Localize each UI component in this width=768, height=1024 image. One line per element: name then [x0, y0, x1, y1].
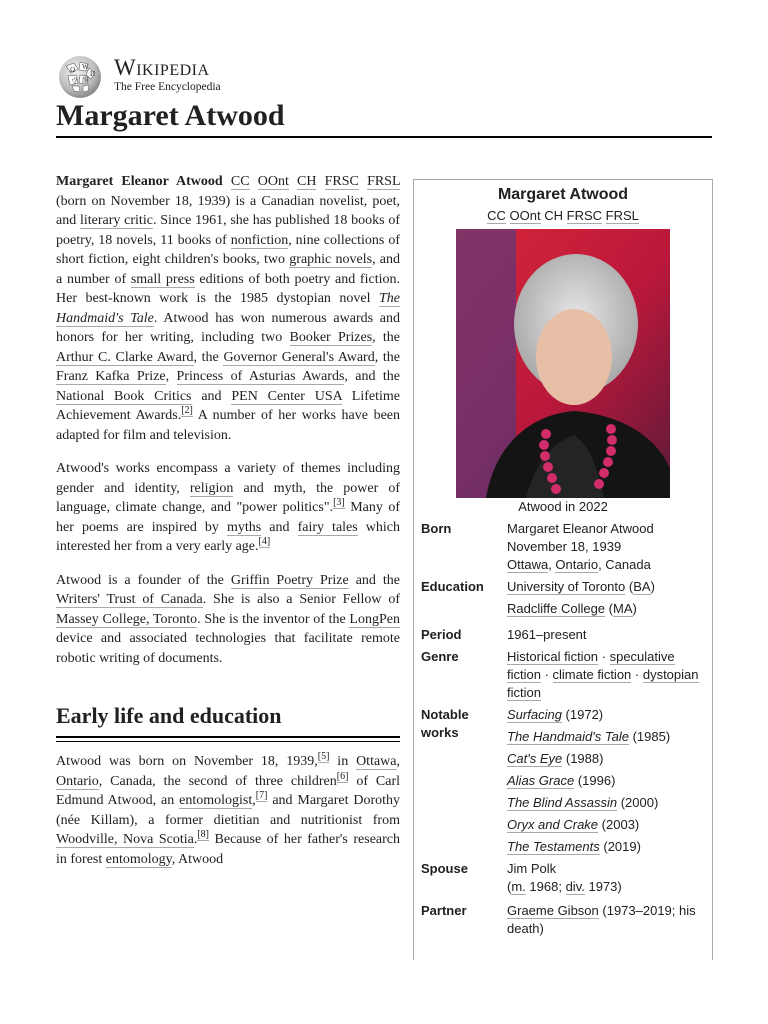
link-small-press[interactable]: small press: [130, 271, 195, 287]
link-dystopian-fiction[interactable]: dystopian fiction: [507, 667, 699, 700]
link-ottawa[interactable]: Ottawa: [356, 754, 397, 769]
link-governor-general-award[interactable]: Governor General's Award: [223, 349, 375, 365]
link-speculative-fiction[interactable]: speculative fiction: [507, 649, 675, 682]
link-radcliffe[interactable]: Radcliffe College: [507, 601, 606, 616]
citation[interactable]: [4]: [258, 536, 271, 548]
wikipedia-globe-logo[interactable]: [56, 54, 104, 100]
education-1: University of Toronto (BA): [507, 579, 655, 594]
article-body: [56, 172, 400, 883]
text: and: [191, 388, 232, 404]
notable-work: The Testaments (2019): [507, 839, 641, 854]
text: (born on November 18, 1939) is a Canadian novelist, poet, and: [56, 193, 400, 228]
text: Atwood was born on November 18, 1939,: [56, 754, 318, 769]
row-value: [507, 706, 709, 856]
text: . She is also a Senior Fellow of: [202, 592, 400, 607]
postnominal-oont[interactable]: OOnt: [509, 208, 541, 223]
link-work[interactable]: Alias Grace: [507, 773, 575, 788]
link-work[interactable]: Surfacing: [507, 707, 562, 722]
text: , the: [193, 349, 224, 365]
link-religion[interactable]: religion: [189, 480, 234, 496]
text: and myth, the power of language, climate change, and "power politics".: [56, 480, 400, 515]
text: . Since 1961, she has published 18 books of poetry, 18 novels, 11 books of: [56, 213, 401, 248]
title-divider: [56, 136, 712, 138]
link-work[interactable]: The Blind Assassin: [507, 795, 618, 810]
married-abbr: m.: [511, 879, 526, 894]
link-longpen[interactable]: LongPen: [349, 611, 400, 627]
link-asturias-awards[interactable]: Princess of Asturias Awards: [176, 369, 345, 384]
infobox-row-education: [421, 578, 709, 618]
text: and Margaret Dorothy (née Killam), a former dietitian and nutritionist from: [56, 793, 400, 828]
early-life-paragraph: [56, 752, 400, 869]
link-fairy-tales[interactable]: fairy tales: [297, 519, 358, 535]
link-ba[interactable]: BA: [633, 579, 651, 594]
row-label: Spouse: [421, 861, 468, 876]
link-work[interactable]: The Handmaid's Tale: [507, 729, 629, 744]
postnominal-frsl[interactable]: FRSL: [605, 208, 639, 223]
link-massey-college[interactable]: Massey College, Toronto: [56, 611, 198, 627]
text: and the: [348, 572, 400, 588]
link-clarke-award[interactable]: Arthur C. Clarke Award: [56, 349, 194, 365]
text: A number of her works have been adapted for film and television.: [56, 408, 400, 443]
lead-paragraph-2: [56, 459, 400, 557]
text: , the: [372, 330, 400, 345]
svg-text:維: 維: [82, 76, 89, 84]
citation[interactable]: [5]: [317, 751, 330, 763]
link-work[interactable]: The Testaments: [507, 839, 600, 854]
link-historical-fiction[interactable]: Historical fiction: [507, 649, 599, 664]
row-label: Born: [421, 521, 452, 536]
text: ,: [252, 793, 256, 808]
row-value: [507, 860, 709, 896]
link-handmaids-tale[interactable]: The Handmaid's Tale: [56, 291, 400, 326]
text: which interested her from a very early age.: [56, 519, 401, 554]
citation[interactable]: [3]: [333, 497, 345, 509]
text: Because of her father's research in forest: [56, 832, 400, 867]
infobox-row-period: [421, 626, 709, 644]
link-graphic-novels[interactable]: graphic novels: [289, 252, 373, 267]
link-climate-fiction[interactable]: climate fiction: [552, 667, 632, 682]
svg-text:ウ: ウ: [71, 77, 78, 85]
image-caption: Atwood in 2022: [518, 499, 608, 514]
birth-date: November 18, 1939: [507, 539, 622, 554]
link-ontario[interactable]: Ontario: [555, 557, 599, 572]
spouse-name: Jim Polk: [507, 861, 557, 876]
birth-place: Ottawa, Ontario, Canada: [507, 557, 651, 572]
row-label: Period: [421, 627, 462, 642]
text: editions of both poetry and fiction. Her best-known work is the 1985 dystopian novel: [56, 271, 400, 306]
divorced-abbr: div.: [565, 879, 585, 894]
row-label: Notable works: [421, 707, 469, 740]
text: .: [193, 832, 198, 847]
text: and: [261, 519, 298, 535]
notable-work: Surfacing (1972): [507, 707, 604, 722]
text: . Atwood has won numerous awards and honors for her writing, including two: [56, 310, 400, 345]
citation[interactable]: [6]: [336, 770, 349, 782]
link-entomology[interactable]: entomology: [105, 851, 172, 867]
site-header: [56, 52, 712, 102]
notable-work: Alias Grace (1996): [507, 773, 616, 788]
text: , nine collections of short fiction, eight children's books, two: [56, 232, 400, 267]
infobox-row-notable-works: [421, 706, 709, 856]
link-pen-center-usa[interactable]: PEN Center USA: [231, 388, 342, 404]
text: Atwood's works encompass a variety of themes including gender and identity,: [56, 461, 400, 496]
section-heading-early-life: Early life and education: [56, 702, 400, 738]
link-work[interactable]: Oryx and Crake: [507, 817, 599, 832]
row-label: Education: [421, 579, 484, 594]
link-work[interactable]: Cat's Eye: [507, 751, 563, 766]
row-value: [507, 578, 709, 618]
spouse-dates: (m. 1968; div. 1973): [507, 879, 622, 894]
tagline: The Free Encyclopedia: [114, 81, 221, 93]
text: , and the: [344, 369, 400, 384]
link-woodville[interactable]: Woodville, Nova Scotia: [56, 832, 194, 847]
text: Lifetime Achievement Awards.: [56, 388, 400, 423]
link-literary-critic[interactable]: literary critic: [79, 213, 153, 228]
text: Atwood is a founder of the: [56, 572, 231, 588]
notable-work: The Handmaid's Tale (1985): [507, 729, 671, 744]
infobox-row-spouse: [421, 860, 709, 896]
text: ,: [396, 754, 400, 769]
infobox-row-genre: [421, 648, 709, 702]
infobox-rows: [421, 520, 709, 942]
text: , the: [374, 349, 400, 365]
notable-work: The Blind Assassin (2000): [507, 795, 659, 810]
infobox-postnominals: [414, 207, 712, 225]
education-2: Radcliffe College (MA): [507, 601, 637, 616]
postnominal-frsc[interactable]: FRSC: [566, 208, 603, 223]
lead-paragraph-1: [56, 172, 400, 445]
row-value: Historical fiction · speculative fiction · climate fiction · dystopian fiction: [507, 649, 699, 700]
text: , Canada, the second of three children: [98, 773, 337, 789]
postnominal-ch[interactable]: CH: [297, 174, 317, 189]
row-value: 1961–present: [507, 627, 587, 642]
svg-text:Ω: Ω: [70, 66, 76, 74]
link-nonfiction[interactable]: nonfiction: [230, 232, 289, 248]
citation[interactable]: [8]: [197, 829, 209, 841]
row-value: [507, 520, 709, 574]
text: Many of her poems are inspired by: [56, 500, 400, 535]
infobox: [413, 179, 713, 960]
portrait-photo[interactable]: [456, 229, 670, 498]
link-myths[interactable]: myths: [226, 519, 262, 535]
link-booker-prizes[interactable]: Booker Prizes: [289, 330, 373, 345]
text: device and associated technologies that facilitate remote robotic writing of documents.: [56, 631, 400, 666]
page-title: Margaret Atwood: [56, 99, 285, 132]
row-label: Genre: [421, 649, 459, 664]
link-writers-trust[interactable]: Writers' Trust of Canada: [56, 592, 203, 607]
link-ma[interactable]: MA: [613, 601, 633, 616]
link-entomologist[interactable]: entomologist: [179, 793, 253, 808]
link-ontario[interactable]: Ontario: [56, 773, 99, 789]
link-graeme-gibson[interactable]: Graeme Gibson: [507, 903, 599, 918]
citation[interactable]: [2]: [181, 405, 193, 417]
text: , Atwood: [171, 851, 224, 867]
row-value: Graeme Gibson (1973–2019; his death): [507, 903, 696, 936]
wordmark-text: Wikipedia: [114, 55, 210, 80]
link-ottawa[interactable]: Ottawa: [507, 557, 549, 572]
lead-paragraph-3: [56, 571, 400, 669]
notable-work: Oryx and Crake (2003): [507, 817, 640, 832]
postnominal-frsc[interactable]: FRSC: [324, 174, 359, 189]
text: , and a number of: [56, 252, 401, 287]
link-griffin-poetry-prize[interactable]: Griffin Poetry Prize: [230, 572, 349, 588]
postnominal-frsl[interactable]: FRSL: [367, 174, 401, 189]
subject-name: Margaret Eleanor Atwood: [56, 174, 223, 189]
citation[interactable]: [7]: [255, 790, 268, 802]
link-u-of-toronto[interactable]: University of Toronto: [507, 579, 626, 594]
text: of Carl Edmund Atwood, an: [56, 773, 400, 808]
infobox-row-partner: [421, 902, 709, 938]
infobox-row-born: [421, 520, 709, 574]
text: in: [329, 754, 357, 769]
postnominal-ch: CH: [544, 208, 563, 223]
infobox-title: Margaret Atwood: [497, 186, 629, 203]
postnominal-cc[interactable]: CC: [230, 174, 250, 189]
wikipedia-wordmark[interactable]: [114, 56, 221, 94]
text: . She is the inventor of the: [197, 611, 350, 627]
text: ,: [165, 369, 177, 384]
link-kafka-prize[interactable]: Franz Kafka Prize: [56, 369, 166, 384]
postnominal-cc[interactable]: CC: [487, 208, 506, 223]
notable-work: Cat's Eye (1988): [507, 751, 604, 766]
svg-text:W: W: [82, 63, 89, 71]
link-nbcc[interactable]: National Book Critics: [56, 388, 192, 404]
svg-text:И: И: [90, 70, 96, 78]
postnominal-oont[interactable]: OOnt: [257, 174, 289, 189]
row-label: Partner: [421, 903, 467, 918]
birth-name: Margaret Eleanor Atwood: [507, 521, 654, 536]
